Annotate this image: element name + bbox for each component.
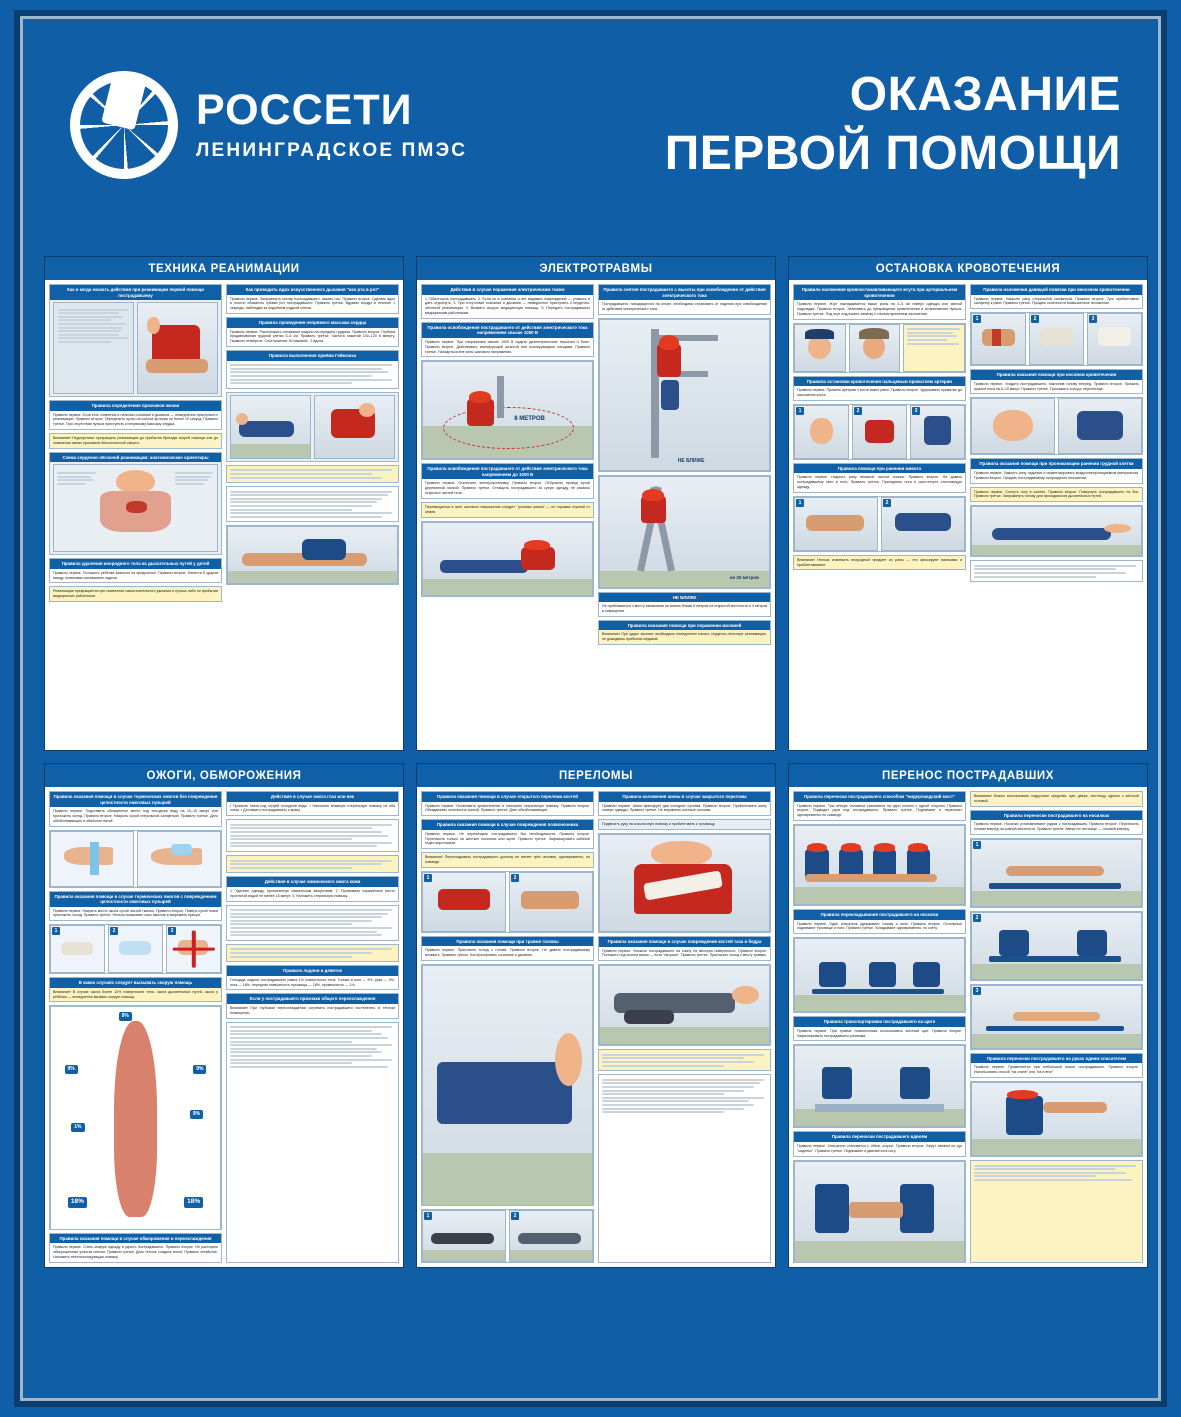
column-left bbox=[421, 284, 594, 746]
block-head: Правила оказания помощи в случае обморожения и переохлаждения bbox=[50, 1234, 221, 1244]
block-body: Правило первое. При напряжении свыше 1000 В надеть диэлектрические перчатки и боты. Правило второе. Действовать изолирующей штангой или изолирующими клещами. Правило третье. Находиться вне зоны шагового напряжения. bbox=[422, 338, 593, 357]
page-title-line2: ПЕРВОЙ ПОМОЩИ bbox=[664, 126, 1121, 180]
block bbox=[226, 284, 399, 314]
block-body: Площадь ладони пострадавшего равна 1% поверхности тела. Голова и шея — 9%, рука — 9%, нога — 18%, передняя поверхность туловища — 18%, промежность — 1%. bbox=[227, 976, 398, 990]
block-head: Правила оказания помощи в случае открытого перелома костей bbox=[422, 792, 593, 802]
sheet-body bbox=[789, 280, 1147, 750]
figure-number: 1 bbox=[52, 927, 60, 935]
photo-cooling-burn-2 bbox=[137, 831, 221, 887]
photo-artery-pressure-1 bbox=[794, 405, 849, 459]
block-figs-final bbox=[421, 1209, 594, 1263]
block bbox=[421, 322, 594, 358]
sheet-burns bbox=[44, 763, 404, 1268]
block-body: Подвесить руку на косыночную повязку и прибинтовать к туловищу. bbox=[599, 820, 770, 829]
block-head: Правила выполнения приёма Геймлиха bbox=[227, 351, 398, 361]
block-carry-two bbox=[793, 1160, 966, 1263]
poster-header bbox=[20, 16, 1161, 251]
photo-shield-transport bbox=[794, 1045, 965, 1127]
photo-spine-transport bbox=[422, 965, 593, 1206]
block-body: Не приближаться к месту замыкания на землю ближе 8 метров на открытой местности и 4 метров в помещении. bbox=[599, 602, 770, 616]
diagram-ladder-rescue bbox=[599, 476, 770, 588]
figure-number: 3 bbox=[168, 927, 176, 935]
block-note: Реанимация прекращается при появлении самостоятельного дыхания и пульса либо по прибытии медицинских работников. bbox=[50, 587, 221, 601]
block-anatomy bbox=[49, 452, 222, 556]
block-head: Действия в случае ожога глаз или век bbox=[227, 792, 398, 802]
column-left bbox=[793, 284, 966, 746]
block-final-figure bbox=[226, 525, 399, 585]
figure-number: 2 bbox=[883, 499, 891, 507]
figure-number: 3 bbox=[912, 407, 920, 415]
block bbox=[49, 791, 222, 827]
photo-splint-1 bbox=[422, 872, 506, 932]
block bbox=[226, 1022, 399, 1263]
column-left bbox=[793, 791, 966, 1263]
percent-head: 9% bbox=[119, 1012, 132, 1021]
block bbox=[226, 855, 399, 873]
block-step-voltage bbox=[421, 360, 594, 460]
block-head: Если у пострадавшего признаки общего переохлаждения bbox=[227, 994, 398, 1004]
column-right bbox=[598, 791, 771, 1263]
photo-dutch-bridge bbox=[794, 825, 965, 905]
block bbox=[970, 284, 1143, 309]
block bbox=[49, 284, 222, 397]
block bbox=[421, 502, 594, 518]
block-frog-pose bbox=[598, 964, 771, 1046]
block-body: Правило первое. Остановить кровотечение и наложить стерильную повязку. Правило второе. Обездвижить конечность шиной. Правило третье. Дать обезболивающее. bbox=[422, 802, 593, 816]
figure-number: 1 bbox=[424, 874, 432, 882]
photo-nosebleed-2 bbox=[1058, 398, 1142, 454]
block-body: Правило первое. При травме позвоночника использовать жёсткий щит. Правило второе. Зафиксировать пострадавшего ремнями. bbox=[794, 1027, 965, 1041]
photo-airway-open bbox=[314, 395, 395, 459]
sheet-grid bbox=[44, 256, 1149, 1268]
diagram-flowchart bbox=[53, 302, 134, 394]
figure-number: 2 bbox=[511, 874, 519, 882]
block-head: В каких случаях следует вызывать скорую помощь bbox=[50, 978, 221, 988]
distance-label-2: не 20 метров bbox=[729, 575, 759, 581]
photo-cpr-chest-compression bbox=[137, 302, 218, 394]
block-body: Правило первое. Приложить холод к голове. Правило второе. Не давать пострадавшему вставать. Правило третье. Контролировать сознание и дыхание. bbox=[422, 946, 593, 960]
block-faces bbox=[793, 323, 966, 373]
block-head: Действия в случае химического ожога кожи bbox=[227, 877, 398, 887]
block bbox=[598, 592, 771, 617]
brand-logo bbox=[70, 71, 467, 179]
block-note bbox=[971, 1161, 1142, 1263]
column-left bbox=[49, 791, 222, 1263]
block-body: Правило первое. Подставить обожжённое место под холодную воду на 10–15 минут или приложить холод. Правило второе. Накрыть сухой стерильной салфеткой. Правило третье. Дать обезболивающее и обильное питьё. bbox=[50, 807, 221, 826]
sheet-body bbox=[789, 787, 1147, 1267]
percent-torso: 9% bbox=[190, 1110, 203, 1119]
block-head: Правило ладони и девяток bbox=[227, 966, 398, 976]
block-head: Правила помощи при ранении живота bbox=[794, 464, 965, 474]
page-title bbox=[665, 66, 1121, 183]
block bbox=[226, 465, 399, 483]
block-head: Правила оказания помощи при поражении молнией bbox=[599, 621, 770, 631]
distance-label: 8 МЕТРОВ bbox=[514, 416, 545, 423]
block-body: Правило первое. Накрыть место ожога сухой чистой тканью. Правило второе. Поверх сухой ткани приложить холод. Правило третье. Нельзя смазывать ожог маслом и вскрывать пузыри. bbox=[50, 907, 221, 921]
block bbox=[421, 284, 594, 319]
block bbox=[49, 400, 222, 430]
photo-loading-stretcher bbox=[794, 938, 965, 1012]
photo-recovery-position-final bbox=[971, 506, 1142, 556]
block-note bbox=[227, 466, 398, 482]
sheet-title: ТЕХНИКА РЕАНИМАЦИИ bbox=[45, 257, 403, 280]
percent-perineum: 1% bbox=[71, 1123, 84, 1132]
block bbox=[421, 791, 594, 816]
block-body bbox=[50, 462, 221, 554]
block bbox=[49, 586, 222, 602]
block-note bbox=[227, 856, 398, 872]
block-ladder bbox=[598, 475, 771, 589]
block-body: Правило первое. Шина фиксирует два соседних сустава. Правило второе. Прибинтовать шину поверх одежды. Правило третье. Не вправлять костные отломки. bbox=[599, 802, 770, 816]
block-figs-3 bbox=[970, 312, 1143, 366]
photo-stretcher-step-1 bbox=[971, 839, 1142, 907]
rosseti-logo-icon bbox=[70, 71, 178, 179]
photo-dragging-victim bbox=[422, 522, 593, 596]
block-head: НЕ БЛИЖЕ bbox=[599, 593, 770, 603]
block-note: Внимание! Можно использовать подручные средства: щит, дверь, лестницу, одеяло с жёсткой основой. bbox=[971, 792, 1142, 806]
block-note: Внимание! В случае ожога более 10% поверхности тела, ожога дыхательных путей, ожога у ребёнка — немедленно вызвать скорую помощь. bbox=[50, 988, 221, 1002]
block bbox=[970, 1053, 1143, 1078]
block-fig-num3 bbox=[970, 984, 1143, 1050]
note-skin-color bbox=[903, 324, 965, 372]
photo-pressure-bandage-2 bbox=[1029, 313, 1084, 365]
block bbox=[793, 1016, 966, 1041]
block-head: Правила оказания помощи в случае повреждения костей таза и бедра bbox=[599, 937, 770, 947]
block-body: • Промыть глаза под струёй холодной воды. • Наложить влажную стерильную повязку на оба глаза. • Доставить пострадавшего к врачу. bbox=[227, 802, 398, 816]
block bbox=[970, 791, 1143, 807]
sheet-resuscitation bbox=[44, 256, 404, 751]
block-body: Правило первое. Спасатели становятся с обеих сторон. Правило второе. Берут замком из рук "сиденье". Правило третье. Поднимают и двигаются в ногу. bbox=[794, 1142, 965, 1156]
block bbox=[793, 909, 966, 934]
block-figs-fracture bbox=[421, 871, 594, 933]
block-head: Правила переноски пострадавшего на руках одним спасателем bbox=[971, 1054, 1142, 1064]
block-head: Правила переноски пострадавшего на носилках bbox=[971, 811, 1142, 821]
block bbox=[226, 350, 399, 389]
figure-number: 1 bbox=[973, 315, 981, 323]
figure-number: 1 bbox=[424, 1212, 432, 1220]
block-head: Правила определения признаков жизни bbox=[50, 401, 221, 411]
photo-log-roll-2 bbox=[509, 1210, 593, 1262]
block-load-stretcher bbox=[793, 937, 966, 1013]
block-body: Пострадавшего, находящегося на опоре, необходимо страховать от падения при освобождении от действия электрического тока. bbox=[599, 300, 770, 314]
block-body: Правило первое. Отключить электроустановку. Правило второе. Отбросить провод сухой деревянной палкой. Правило третье. Оттащить пострадавшего за сухую одежду, не касаясь открытых частей тела. bbox=[422, 479, 593, 498]
diagram-rule-of-nines bbox=[50, 1006, 221, 1230]
photo-frog-position bbox=[599, 965, 770, 1045]
sheet-bleeding bbox=[788, 256, 1148, 751]
block-note: Внимание! Нельзя извлекать инородный предмет из раны — его фиксируют валиками и прибинтовывают. bbox=[794, 556, 965, 570]
figure-number: 2 bbox=[110, 927, 118, 935]
block-body: Правило первое. Расположить основание ладони на середине грудины. Правило второе. Глубина продавливания грудной клетки 5–6 см. Правило третье. Частота нажатий 100–120 в минуту. Правило четвёртое. Соотношение 30 нажатий : 2 вдоха. bbox=[227, 328, 398, 347]
diagram-torso-anatomy bbox=[53, 464, 218, 552]
photo-cpr-overview bbox=[227, 526, 398, 584]
photo-single-rescuer-carry bbox=[971, 1082, 1142, 1156]
block-burn-figs2 bbox=[49, 924, 222, 974]
block-sling bbox=[598, 833, 771, 933]
block bbox=[226, 944, 399, 962]
block bbox=[421, 852, 594, 868]
block-body: Правило первое. Если есть сомнения в наличии сознания и дыхания — немедленно приступить к реанимации. Правило второе. Определить пульс на сонной артерии не более 10 секунд. Правило третье. При отсутствии пульса приступить к непрямому массажу сердца. bbox=[50, 411, 221, 430]
block-body bbox=[227, 1023, 398, 1263]
block bbox=[226, 819, 399, 852]
block-body: Правило первое. Накрыть рану влажной чистой тканью. Правило второе. Не давать пострадавшему пить и есть. Правило третье. Приподнять ноги и расстегнуть стесняющую одежду. bbox=[794, 473, 965, 492]
sheet-body bbox=[417, 280, 775, 750]
photo-arm-sling bbox=[599, 834, 770, 932]
block-body: 1. Удалить одежду, пропитанную химическим веществом. 2. Промывать поражённое место проточной водой не менее 15 минут. 3. Наложить стерильную повязку. bbox=[227, 887, 398, 901]
photo-stretcher-step-2 bbox=[971, 912, 1142, 980]
photo-cooling-burn-1 bbox=[50, 831, 134, 887]
figure-number: 2 bbox=[973, 914, 981, 922]
block-figs-spine bbox=[421, 964, 594, 1206]
block-body: Правило первое. Снять мокрую одежду и укрыть пострадавшего. Правило второе. Не растирать обмороженные участки снегом. Правило третье. Дать тёплое сладкое питьё. Правило четвёртое. Наложить теплоизолирующую повязку. bbox=[50, 1243, 221, 1262]
block-head: Правила снятия пострадавшего с высоты при освобождении от действия электрического тока bbox=[599, 285, 770, 300]
block-body: 1. Обесточить пострадавшего. 2. Если он в сознании и нет видимых повреждений — уложить и дать отдохнуть. 3. При отсутствии сознания и дыхания — немедленно приступить к сердечно-лёгочной реанимации. 4. Вызвать скорую медицинскую помощь. 5. Передать пострадавшего медицинским работникам. bbox=[422, 295, 593, 318]
column-right bbox=[970, 791, 1143, 1263]
block-body: Правило первое. Три–четыре человека становятся на одно колено с одной стороны. Правило второе. Подводят руки под пострадавшего. Правило третье. Поднимают и переносят одновременно по команде. bbox=[794, 802, 965, 821]
block-tower bbox=[598, 318, 771, 472]
block bbox=[970, 458, 1143, 483]
block bbox=[226, 965, 399, 990]
body-silhouette bbox=[114, 1021, 158, 1217]
block bbox=[793, 463, 966, 493]
block-head: Правила освобождения пострадавшего от действия электрического тока напряжением до 1000 В bbox=[422, 464, 593, 479]
block-figs-1 bbox=[793, 404, 966, 460]
sheet-body bbox=[45, 280, 403, 750]
block bbox=[793, 555, 966, 571]
block-head: Правила переноски пострадавшего способом "нидерландский мост" bbox=[794, 792, 965, 802]
block-figs-2 bbox=[793, 496, 966, 552]
block-head: Правила наложения шины в случае закрытого перелома bbox=[599, 792, 770, 802]
block-fig-num1 bbox=[970, 838, 1143, 908]
diagram-step-voltage-zone bbox=[422, 361, 593, 459]
percent-arm-right: 9% bbox=[193, 1065, 206, 1074]
sheet-body bbox=[417, 787, 775, 1267]
block bbox=[226, 876, 399, 901]
block bbox=[793, 284, 966, 320]
figure-number: 2 bbox=[854, 407, 862, 415]
block-note: Внимание! Перекладывать пострадавшего должны не менее трёх человек, одновременно, по команде. bbox=[422, 853, 593, 867]
block bbox=[970, 369, 1143, 394]
column-right bbox=[226, 791, 399, 1263]
block-head: Правила остановки кровотечения пальцевым прижатием артерии bbox=[794, 377, 965, 387]
block bbox=[598, 936, 771, 961]
photo-pressure-bandage-3 bbox=[1087, 313, 1142, 365]
sheet-electric-injuries bbox=[416, 256, 776, 751]
block-body bbox=[971, 561, 1142, 581]
block-body: Правило первое. Один спасатель удерживает голову и шею. Правило второе. Остальные поднимают туловище и ноги. Правило третье. Укладывают одновременно, по счёту. bbox=[794, 920, 965, 934]
block bbox=[970, 487, 1143, 503]
block bbox=[970, 810, 1143, 835]
block-body: Правило первое. Не перемещать пострадавшего без необходимости. Правило второе. Переносить только на жёстких носилках или щите. Правило третье. Зафиксировать шейный отдел воротником. bbox=[422, 830, 593, 849]
block-body bbox=[227, 361, 398, 388]
block-body bbox=[227, 487, 398, 521]
photo-nosebleed-1 bbox=[971, 398, 1055, 454]
block bbox=[970, 1160, 1143, 1263]
figure-number: 3 bbox=[1089, 315, 1097, 323]
block-body: Правило первое. Закрыть рану ладонью и герметизировать воздухонепроницаемым материалом. Правило второе. Придать пострадавшему полусидячее положение. bbox=[971, 469, 1142, 483]
block-shield bbox=[793, 1044, 966, 1128]
block-body: Правило первое. Усадить пострадавшего, наклонив голову вперёд. Правило второе. Прижать крылья носа на 5–10 минут. Правило третье. Приложить холод к переносице. bbox=[971, 380, 1142, 394]
block-head: Правила оказания помощи в случае термических ожогов без повреждения целостности ожоговых пузырей bbox=[50, 792, 221, 807]
block bbox=[49, 558, 222, 583]
photo-two-person-carry bbox=[794, 1161, 965, 1263]
block-body: Правило первое. Носилки устанавливают рядом с пострадавшим. Правило второе. Переносить ногами вперёд на ровной местности. Правило третье. Вверх по лестнице — головой вперёд. bbox=[971, 820, 1142, 834]
sheet-title: ЭЛЕКТРОТРАВМЫ bbox=[417, 257, 775, 280]
brand-subtitle: ЛЕНИНГРАДСКОЕ ПМЭС bbox=[196, 139, 468, 161]
photo-stretcher-step-3 bbox=[971, 985, 1142, 1049]
sheet-body bbox=[45, 787, 403, 1267]
block-head: Как проводить вдох искусственного дыхания "изо рта в рот" bbox=[227, 285, 398, 295]
brand-text bbox=[196, 85, 468, 162]
block bbox=[793, 376, 966, 401]
block-body: Внимание! При глубоком переохлаждении согревать пострадавшего постепенно, в тёплом помещении. bbox=[227, 1004, 398, 1018]
block bbox=[226, 993, 399, 1018]
sheet-title: ОСТАНОВКА КРОВОТЕЧЕНИЯ bbox=[789, 257, 1147, 280]
block-burn-figs bbox=[49, 830, 222, 888]
block bbox=[421, 463, 594, 499]
block-head: Правила наложения кровоостанавливающего жгута при артериальном кровотечении bbox=[794, 285, 965, 300]
percent-arm-left: 9% bbox=[65, 1065, 78, 1074]
block bbox=[598, 819, 771, 830]
block-head: Правила наложения давящей повязки при венозном кровотечении bbox=[971, 285, 1142, 295]
percent-leg-left: 18% bbox=[68, 1197, 87, 1208]
block-head: Действия в случае поражения электрическим током bbox=[422, 285, 593, 295]
photo-recovery-position bbox=[230, 395, 311, 459]
photo-pressure-bandage-1 bbox=[971, 313, 1026, 365]
block-body: Правило первое. Применяется при небольшой массе пострадавшего. Правило второе. Использовать способ "на спине" или "на плече". bbox=[971, 1063, 1142, 1077]
tower-label: НЕ БЛИЖЕ bbox=[677, 457, 705, 464]
block bbox=[226, 905, 399, 941]
brand-name: РОССЕТИ bbox=[196, 85, 413, 134]
block-carry-one bbox=[970, 1081, 1143, 1157]
block bbox=[49, 433, 222, 449]
block-note: Перемещаться в зоне шагового напряжения следует "гусиным шагом" — не отрывая ступней от земли. bbox=[422, 503, 593, 517]
block bbox=[421, 936, 594, 961]
block-note: Внимание! При ударе молнии необходимо немедленно начать сердечно-лёгочную реанимацию, не дожидаясь прибытия медиков. bbox=[599, 630, 770, 644]
block-body: Правило первое. Прижать артерию к кости выше раны. Правило второе. Удерживать прижатие до наложения жгута. bbox=[794, 386, 965, 400]
block-head: Правила освобождения пострадавшего от действия электрического тока напряжением свыше 1000 В bbox=[422, 323, 593, 338]
block-body: Правило первое. Жгут накладывается выше раны на 3–5 см поверх одежды или мягкой подкладки. Правило второе. Затягивать до прекращения кровотечения и исчезновения пульса. Правило третье. Под жгут подложить записку с точным временем наложения. bbox=[794, 300, 965, 319]
block-head: Правила оказания помощи при проникающем ранении грудной клетки bbox=[971, 459, 1142, 469]
sheet-transport bbox=[788, 763, 1148, 1268]
block-note bbox=[227, 945, 398, 961]
photo-burn-forbidden bbox=[166, 925, 221, 973]
block bbox=[226, 791, 399, 816]
figure-number: 2 bbox=[511, 1212, 519, 1220]
photo-log-roll-1 bbox=[422, 1210, 506, 1262]
block-head: Правила транспортировки пострадавшего на щите bbox=[794, 1017, 965, 1027]
sheet-title: ОЖОГИ, ОБМОРОЖЕНИЯ bbox=[45, 764, 403, 787]
photo-victim-face-2 bbox=[849, 324, 901, 372]
block bbox=[421, 819, 594, 849]
block-note: Правило первое. Согнуть ногу в колене. Правило второе. Повернуть пострадавшего на бок. Правило третье. Запрокинуть голову для проходимости дыхательных путей. bbox=[971, 488, 1142, 502]
block bbox=[598, 620, 771, 645]
block-rule-of-nines bbox=[49, 1005, 222, 1230]
block-body bbox=[227, 820, 398, 851]
block-head: Правила переноски пострадавшего вдвоём bbox=[794, 1132, 965, 1142]
photo-abdomen-wound-2 bbox=[881, 497, 965, 551]
photo-artery-pressure-3 bbox=[910, 405, 965, 459]
page-title-line1: ОКАЗАНИЕ bbox=[849, 68, 1121, 121]
block-dutch-bridge bbox=[793, 824, 966, 906]
photo-artery-pressure-2 bbox=[852, 405, 907, 459]
block-head: Правила удаления инородного тела из дыхательных путей у детей bbox=[50, 559, 221, 569]
block bbox=[598, 791, 771, 816]
block-gooseneck-walk bbox=[421, 521, 594, 597]
block-fig-num2 bbox=[970, 911, 1143, 981]
block-body bbox=[50, 300, 221, 396]
block-body: Правило первое. Запрокинуть голову пострадавшего, зажать нос. Правило второе. Сделать вдох и плотно обхватить губами рот пострадавшего. Правило третье. Вдувать воздух в течение 1 секунды, наблюдая за подъёмом грудной клетки. bbox=[227, 295, 398, 314]
block-head: Правила оказания помощи в случае повреждения позвоночника bbox=[422, 820, 593, 830]
photo-abdomen-wound-1 bbox=[794, 497, 878, 551]
block-head: Правила перекладывания пострадавшего на носилки bbox=[794, 910, 965, 920]
sheet-fractures bbox=[416, 763, 776, 1268]
sheet-title: ПЕРЕЛОМЫ bbox=[417, 764, 775, 787]
block bbox=[49, 1233, 222, 1263]
block-head: Правила оказания помощи в случае термических ожогов с повреждением целостности ожоговых пузырей bbox=[50, 892, 221, 907]
block-body bbox=[599, 1075, 770, 1263]
block bbox=[598, 1074, 771, 1263]
figure-number: 1 bbox=[796, 407, 804, 415]
block bbox=[793, 1131, 966, 1156]
block bbox=[598, 1049, 771, 1071]
percent-leg-right: 18% bbox=[184, 1197, 203, 1208]
block-body: Правило первое. Уложить пострадавшего на спину на жёсткую поверхность. Правило второе. Положить под колени валик — поза "лягушки". Правило третье. Приложить холод к месту травмы. bbox=[599, 947, 770, 961]
block-figs-4 bbox=[970, 397, 1143, 455]
figure-number: 1 bbox=[796, 499, 804, 507]
column-right bbox=[226, 284, 399, 746]
block-head: Как и когда оказать действия при реанимации первой помощи пострадавшему bbox=[50, 285, 221, 300]
block-body bbox=[227, 393, 398, 461]
block-head: Правила оказания помощи при травме головы bbox=[422, 937, 593, 947]
photo-splint-2 bbox=[509, 872, 593, 932]
figure-number: 1 bbox=[973, 841, 981, 849]
column-right bbox=[970, 284, 1143, 746]
column-left bbox=[421, 791, 594, 1263]
figure-number: 3 bbox=[973, 987, 981, 995]
figure-number: 2 bbox=[1031, 315, 1039, 323]
block bbox=[226, 486, 399, 522]
block-figures bbox=[226, 392, 399, 462]
block-note: Внимание! Недопустимо прекращать реанимацию до прибытия бригады скорой помощи или до появления явных признаков биологической смерти. bbox=[50, 434, 221, 448]
photo-burn-dressing-1 bbox=[50, 925, 105, 973]
block bbox=[793, 791, 966, 821]
block bbox=[598, 284, 771, 315]
block-body bbox=[227, 906, 398, 940]
block bbox=[49, 977, 222, 1002]
photo-rescue-from-tower bbox=[599, 319, 770, 471]
block-body: Правило первое. Положить ребёнка животом на предплечье. Правило второе. Нанести 5 ударов между лопатками основанием ладони. bbox=[50, 569, 221, 583]
block-figs-5 bbox=[970, 505, 1143, 557]
block-body: Правило первое. Накрыть рану стерильной салфеткой. Правило второе. Туго прибинтовать салфетку к ране. Правило третье. Придать конечности возвышенное положение. bbox=[971, 295, 1142, 309]
photo-victim-face-1 bbox=[794, 324, 846, 372]
column-right bbox=[598, 284, 771, 746]
poster bbox=[14, 10, 1167, 1407]
block bbox=[970, 560, 1143, 582]
block-head: Схема сердечно-лёгочной реанимации: анатомические ориентиры bbox=[50, 453, 221, 463]
column-left bbox=[49, 284, 222, 746]
block-note bbox=[599, 1050, 770, 1070]
block-head: Правила проведения непрямого массажа сердца bbox=[227, 318, 398, 328]
block-head: Правила оказания помощи при носовом кровотечении bbox=[971, 370, 1142, 380]
sheet-title: ПЕРЕНОС ПОСТРАДАВШИХ bbox=[789, 764, 1147, 787]
block-body bbox=[50, 1006, 221, 1229]
photo-burn-dressing-2 bbox=[108, 925, 163, 973]
block bbox=[49, 891, 222, 922]
block bbox=[226, 317, 399, 347]
